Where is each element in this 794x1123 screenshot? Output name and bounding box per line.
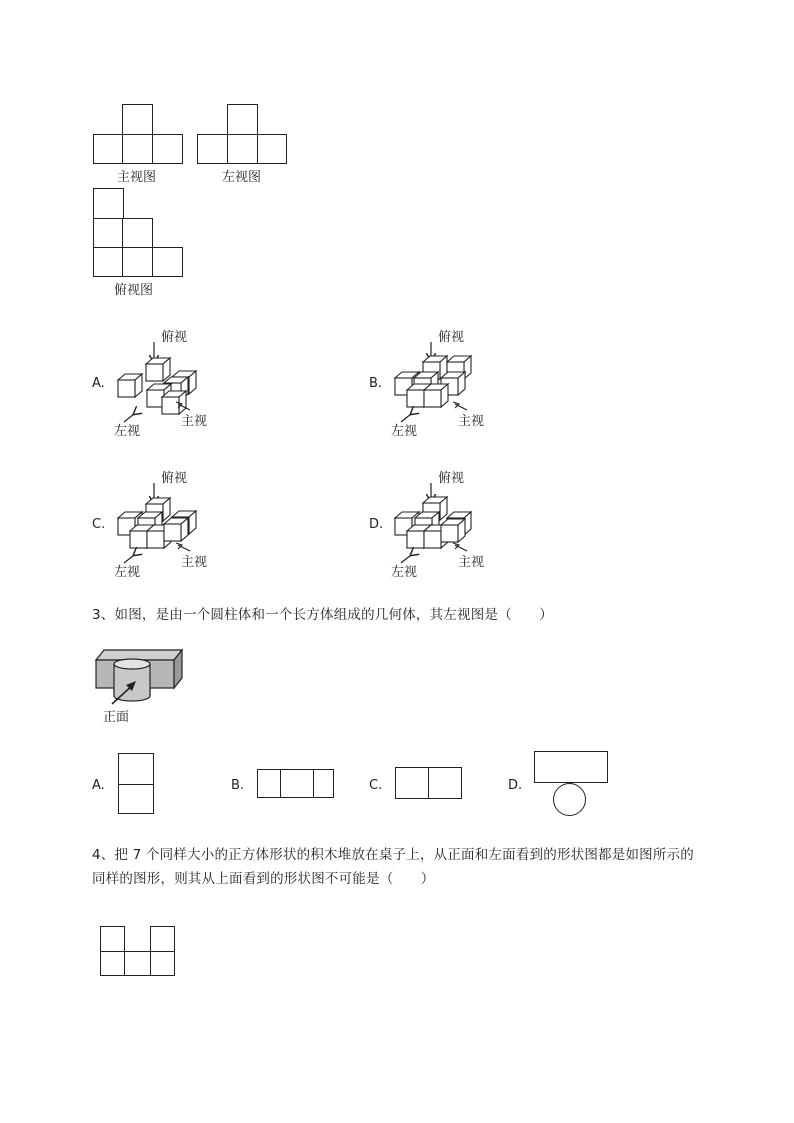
option-b-left-label: 左视 — [391, 424, 418, 439]
q3-option-a-shape — [118, 753, 154, 785]
option-c-label[interactable]: C. — [92, 517, 106, 532]
option-b-label[interactable]: B. — [369, 376, 383, 391]
cube-icon — [118, 374, 142, 397]
option-c-left-label: 左视 — [114, 565, 141, 580]
question-4-text-line2: 同样的图形，则其从上面看到的形状图不可能是（ ） — [92, 871, 435, 887]
cube-icon — [424, 384, 448, 407]
cube-icon — [164, 518, 188, 541]
view-square — [150, 926, 175, 952]
q3-option-d-circle — [553, 783, 586, 816]
q3-option-a-label[interactable]: A. — [92, 778, 105, 793]
view-square — [122, 104, 153, 135]
left-view-caption: 左视图 — [222, 170, 262, 185]
q3-option-b-label[interactable]: B. — [231, 778, 245, 793]
view-square — [227, 104, 258, 135]
view-square — [100, 926, 125, 952]
view-square — [150, 951, 175, 976]
cube-icon — [146, 358, 170, 381]
front-view-caption: 主视图 — [117, 170, 157, 185]
option-d-left-label: 左视 — [391, 565, 418, 580]
view-square — [93, 134, 124, 164]
view-square — [152, 134, 183, 164]
view-square — [122, 134, 153, 164]
view-square — [257, 134, 287, 164]
q3-option-d-shape — [534, 751, 608, 783]
option-d-top-label: 俯视 — [438, 471, 465, 486]
q3-front-label: 正面 — [103, 710, 130, 725]
q3-option-b-shape — [257, 769, 334, 798]
option-b-top-label: 俯视 — [438, 330, 465, 345]
question-3-text: 3、如图，是由一个圆柱体和一个长方体组成的几何体，其左视图是（ ） — [92, 607, 553, 623]
view-square — [122, 218, 153, 248]
question-4-text-line1: 4、把 7 个同样大小的正方体形状的积木堆放在桌子上，从正面和左面看到的形状图都是如图所示的 — [92, 847, 694, 863]
view-square — [122, 247, 153, 277]
q3-solid-figure — [94, 648, 186, 708]
q3-option-d-label[interactable]: D. — [508, 778, 523, 793]
cube-icon — [441, 519, 465, 542]
view-square — [152, 247, 183, 277]
option-a-left-label: 左视 — [114, 424, 141, 439]
option-d-front-label: 主视 — [458, 555, 485, 570]
view-square — [93, 188, 124, 219]
view-square — [124, 951, 151, 976]
option-b-front-label: 主视 — [458, 414, 485, 429]
view-square — [197, 134, 228, 164]
top-view-caption: 俯视图 — [114, 283, 154, 298]
view-square — [227, 134, 258, 164]
option-a-front-label: 主视 — [181, 414, 208, 429]
option-a-label[interactable]: A. — [92, 376, 105, 391]
view-square — [93, 247, 124, 277]
view-square — [100, 951, 125, 976]
option-c-top-label: 俯视 — [161, 471, 188, 486]
option-c-front-label: 主视 — [181, 555, 208, 570]
view-square — [93, 218, 124, 248]
option-d-label[interactable]: D. — [369, 517, 384, 532]
q3-option-a-shape — [118, 784, 154, 814]
option-a-top-label: 俯视 — [161, 330, 188, 345]
q3-option-c-label[interactable]: C. — [369, 778, 383, 793]
